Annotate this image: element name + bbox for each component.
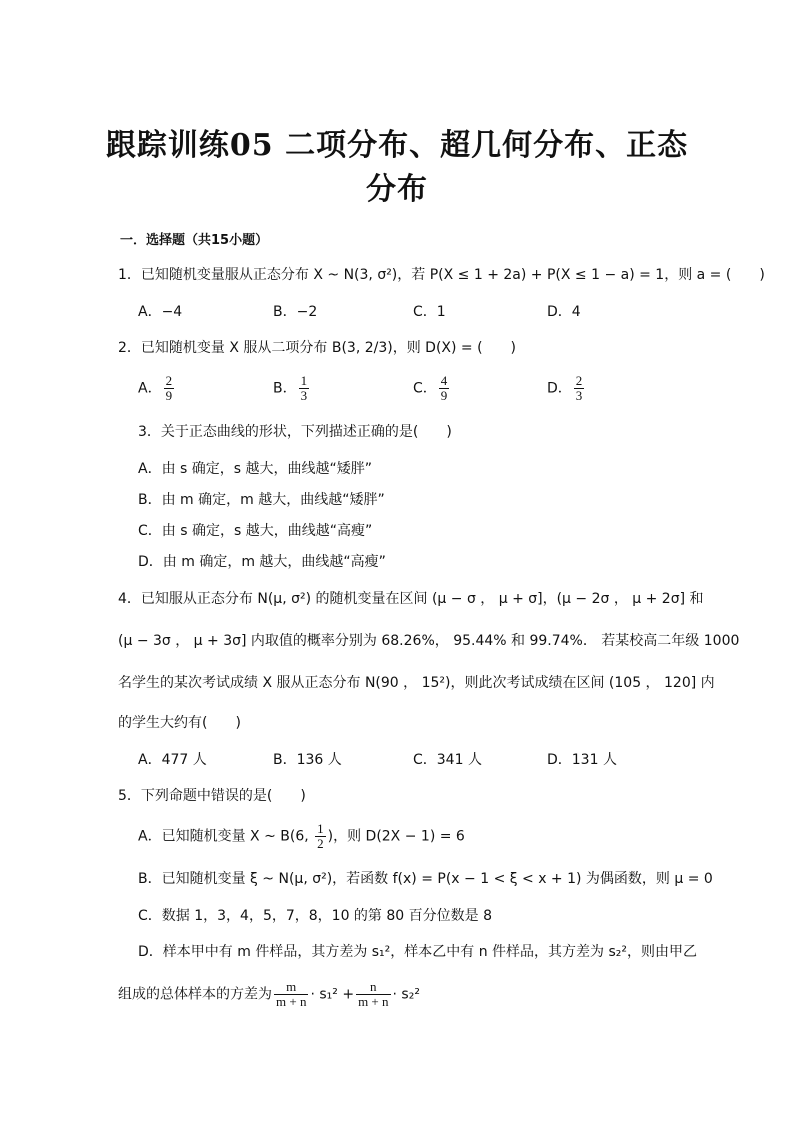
q5-option-a (138, 822, 465, 851)
q3-option-b: B．由 m 确定，m 越大，曲线越“矮胖” (138, 492, 385, 508)
q2-option-d-letter: D． (547, 380, 572, 397)
q5-option-d-fraction-1 (274, 980, 308, 1009)
q5-option-d-f1-num: m (274, 980, 308, 995)
q5-option-a-pre: A．已知随机变量 X ~ B(6, (138, 828, 314, 845)
q2-option-d-den: 3 (575, 388, 583, 403)
q5-option-d-mid: · s₁² + (310, 986, 355, 1003)
q2-option-c-num: 4 (440, 373, 448, 388)
q1-option-d: D．4 (547, 304, 581, 320)
q2-option-b-num: 1 (300, 373, 308, 388)
q4-option-b: B．136 人 (273, 752, 342, 768)
q5-option-a-post: )，则 D(2X − 1) = 6 (327, 828, 465, 845)
q3-option-c: C．由 s 确定，s 越大，曲线越“高瘦” (138, 523, 373, 539)
q1-option-a: A．−4 (138, 304, 183, 320)
q2-option-b-letter: B． (273, 380, 297, 397)
q5-option-d-pre: 组成的总体样本的方差为 (118, 986, 272, 1003)
q3-option-a: A．由 s 确定，s 越大，曲线越“矮胖” (138, 461, 373, 477)
q2-option-a (138, 374, 176, 403)
q2-option-a-fraction (164, 374, 175, 403)
q2-option-a-letter: A． (138, 380, 162, 397)
page-title-line-2: 分布 (366, 172, 428, 207)
q5-stem: 5．下列命题中错误的是( ) (118, 788, 306, 804)
q2-option-b-fraction (299, 374, 310, 403)
q1-option-c: C．1 (413, 304, 446, 320)
q5-option-b: B．已知随机变量 ξ ~ N(μ, σ²)，若函数 f(x) = P(x − 1 < ξ < x + 1) 为偶函数，则 μ = 0 (138, 871, 713, 887)
q5-option-d-line-2 (118, 980, 420, 1009)
q5-option-a-den: 2 (317, 836, 324, 851)
q2-option-c-fraction (439, 374, 450, 403)
q5-option-c: C．数据 1，3，4，5，7，8，10 的第 80 百分位数是 8 (138, 908, 493, 924)
q5-option-a-num: 1 (317, 821, 324, 836)
q4-line-4: 的学生大约有( ) (118, 715, 241, 731)
q5-option-d-post: · s₂² (392, 986, 420, 1003)
q4-option-c: C．341 人 (413, 752, 482, 768)
q1-stem: 1．已知随机变量服从正态分布 X ~ N(3, σ²)，若 P(X ≤ 1 + 2a) + P(X ≤ 1 − a) = 1，则 a = ( ) (118, 267, 765, 283)
q5-option-a-fraction (315, 822, 326, 851)
q2-stem: 2．已知随机变量 X 服从二项分布 B(3, 2/3)，则 D(X) = ( ) (118, 340, 517, 356)
q5-option-d-line-1: D．样本甲中有 m 件样品，其方差为 s₁²，样本乙中有 n 件样品，其方差为 s₂²，则由甲乙 (138, 944, 698, 960)
q3-stem: 3．关于正态曲线的形状，下列描述正确的是( ) (138, 424, 452, 440)
q4-option-a: A．477 人 (138, 752, 207, 768)
q1-option-b: B．−2 (273, 304, 318, 320)
section-heading: 一．选择题（共15小题） (120, 233, 269, 248)
q2-option-b-den: 3 (300, 388, 308, 403)
q2-option-d (547, 374, 586, 403)
q2-option-d-num: 2 (575, 373, 583, 388)
q2-option-d-fraction (574, 374, 585, 403)
q4-line-1: 4．已知服从正态分布 N(μ, σ²) 的随机变量在区间 (μ − σ ， μ + σ]，(μ − 2σ ， μ + 2σ] 和 (118, 591, 704, 607)
q3-option-d: D．由 m 确定，m 越大，曲线越“高瘦” (138, 554, 386, 570)
q2-option-a-num: 2 (165, 373, 173, 388)
q4-line-3: 名学生的某次考试成绩 X 服从正态分布 N(90 ， 15²)，则此次考试成绩在区间 (105 ， 120] 内 (118, 675, 715, 691)
q2-option-b (273, 374, 311, 403)
q5-option-d-fraction-2 (356, 980, 390, 1009)
q2-option-c (413, 374, 451, 403)
page-title-line-1: 跟踪训练05 二项分布、超几何分布、正态 (105, 128, 689, 163)
q4-option-d: D．131 人 (547, 752, 617, 768)
q4-line-2: (μ − 3σ ， μ + 3σ] 内取值的概率分别为 68.26%， 95.44% 和 99.74%． 若某校高二年级 1000 (118, 633, 740, 649)
q2-option-c-den: 9 (440, 388, 448, 403)
q5-option-d-f2-den: m + n (358, 994, 389, 1009)
q2-option-a-den: 9 (165, 388, 173, 403)
q5-option-d-f1-den: m + n (276, 994, 307, 1009)
q2-option-c-letter: C． (413, 380, 437, 397)
q5-option-d-f2-num: n (356, 980, 390, 995)
